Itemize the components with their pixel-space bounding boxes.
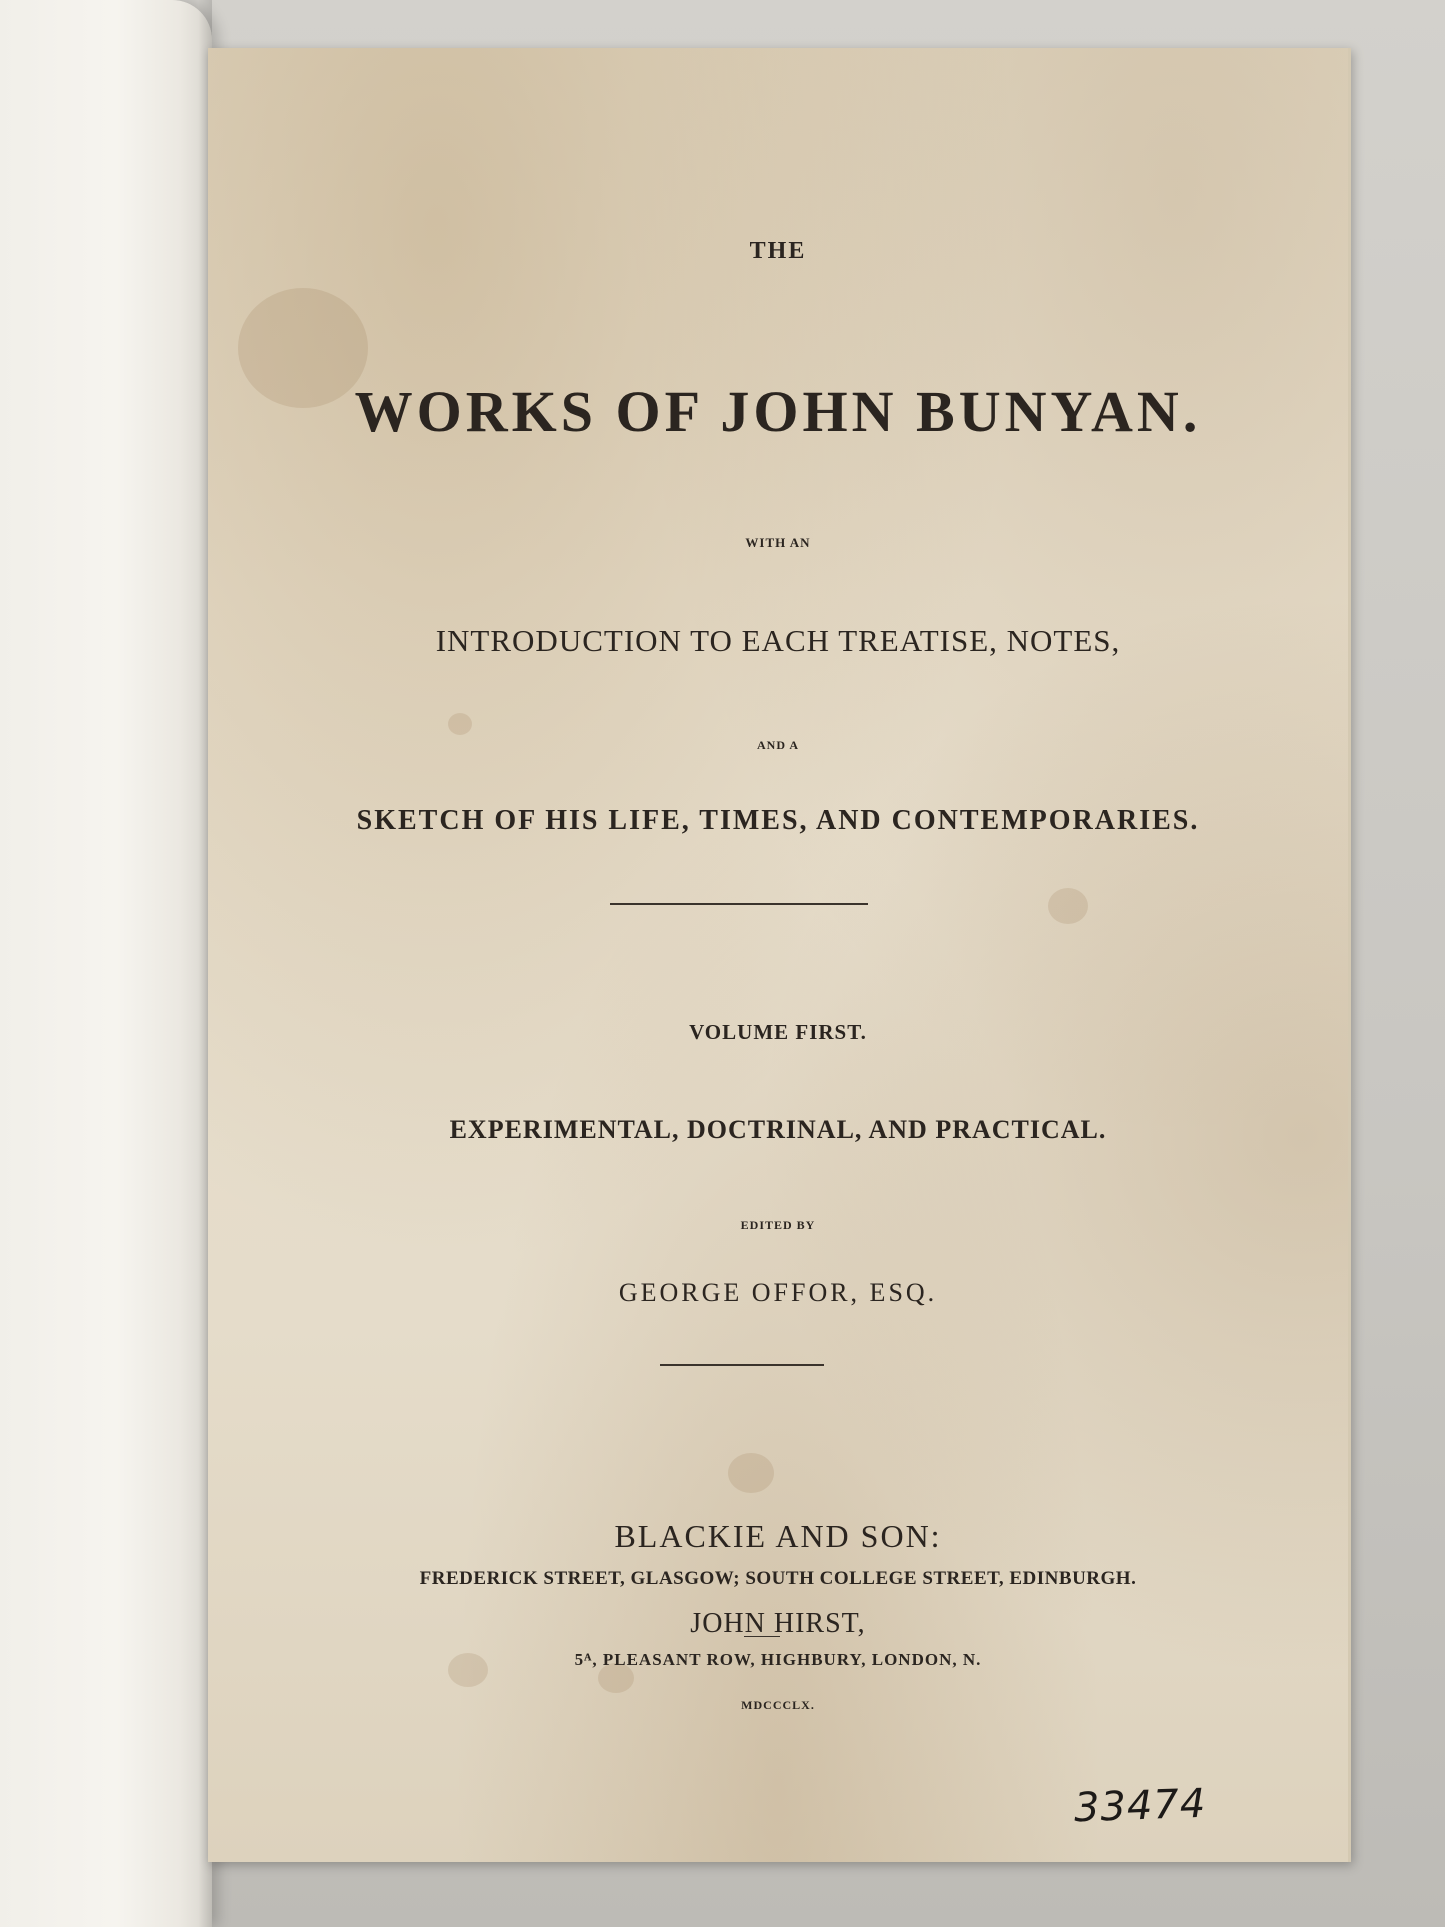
edited-by-text: EDITED BY bbox=[740, 1218, 816, 1232]
editor-name: GEORGE OFFOR, ESQ. bbox=[618, 1278, 938, 1307]
divider-rule bbox=[610, 903, 868, 905]
volume-label: VOLUME FIRST. bbox=[689, 1020, 867, 1044]
foxing-stain bbox=[728, 1453, 774, 1493]
divider-rule bbox=[744, 1636, 780, 1637]
sketch-line: SKETCH OF HIS LIFE, TIMES, AND CONTEMPORARIES. bbox=[356, 805, 1200, 836]
publisher-name: BLACKIE AND SON: bbox=[614, 1518, 942, 1554]
facing-blank-leaf bbox=[0, 0, 212, 1927]
with-an-text: WITH AN bbox=[745, 535, 811, 550]
subject-line: EXPERIMENTAL, DOCTRINAL, AND PRACTICAL. bbox=[449, 1115, 1107, 1144]
title-article: THE bbox=[749, 238, 807, 264]
publication-year: MDCCCLX. bbox=[741, 1698, 815, 1712]
agent-name: JOHN HIRST, bbox=[690, 1608, 866, 1639]
book-title: WORKS OF JOHN BUNYAN. bbox=[354, 379, 1202, 444]
introduction-line: INTRODUCTION TO EACH TREATISE, NOTES, bbox=[435, 623, 1121, 658]
agent-address: 5ᴬ, PLEASANT ROW, HIGHBURY, LONDON, N. bbox=[574, 1650, 982, 1669]
foxing-stain bbox=[1048, 888, 1088, 924]
handwritten-number: 33474 bbox=[1073, 1780, 1208, 1832]
title-page bbox=[208, 48, 1351, 1862]
publisher-address: FREDERICK STREET, GLASGOW; SOUTH COLLEGE STREET, EDINBURGH. bbox=[419, 1568, 1137, 1589]
foxing-stain bbox=[448, 713, 472, 735]
divider-rule bbox=[660, 1364, 824, 1366]
and-a-text: AND A bbox=[756, 738, 799, 752]
